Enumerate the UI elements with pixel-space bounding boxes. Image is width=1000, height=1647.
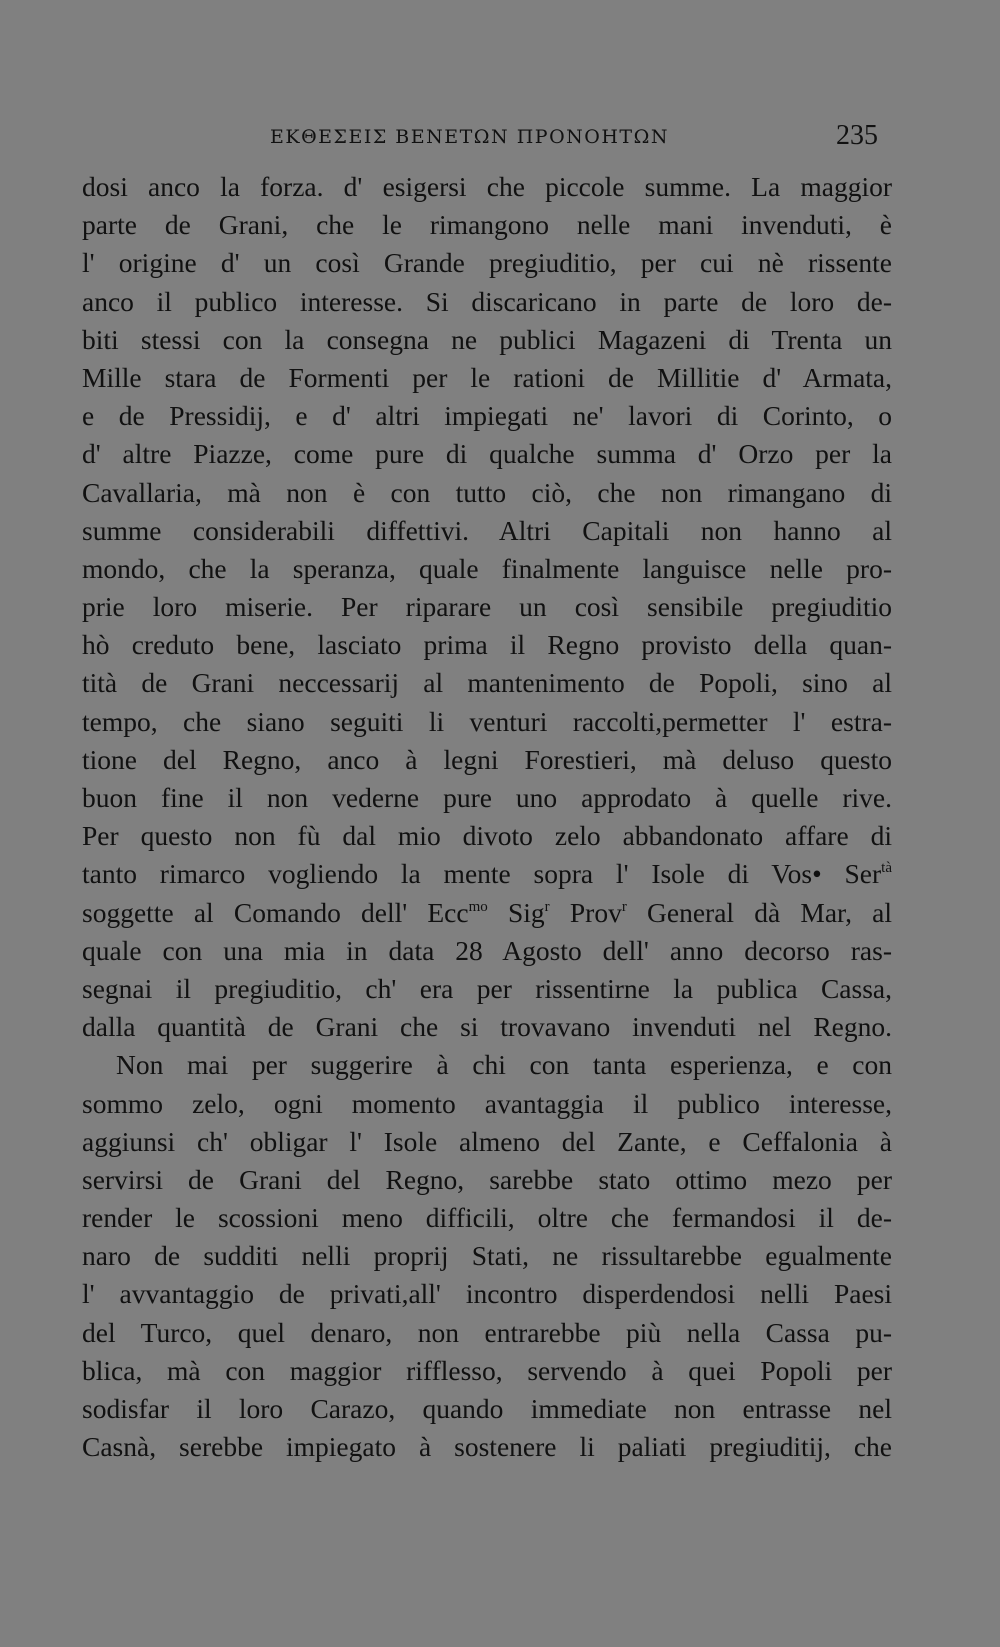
text-line: Per questo non fù dal mio divoto zelo abbandonato affare di [82, 820, 892, 852]
text-line: tione del Regno, anco à legni Forestieri, mà deluso questo [82, 743, 892, 775]
body-text [82, 168, 892, 1466]
running-head [0, 120, 1000, 160]
text-line: sommo zelo, ogni momento avantaggia il publico interesse, [82, 1087, 892, 1119]
text-line: segnai il pregiuditio, ch' era per rissentirne la publica Cassa, [82, 972, 892, 1004]
text-line: biti stessi con la consegna ne publici Magazeni di Trenta un [82, 323, 892, 355]
text-line: aggiunsi ch' obligar l' Isole almeno del Zante, e Ceffalonia à [82, 1125, 892, 1157]
text-line: dosi anco la forza. d' esigersi che piccole summe. La maggior [82, 171, 892, 202]
text-line: blica, mà con maggior rifflesso, servendo à quei Popoli per [82, 1354, 892, 1386]
text-line: mondo, che la speranza, quale finalmente languisce nelle pro- [82, 552, 892, 584]
text-line: Cavallaria, mà non è con tutto ciò, che non rimangano di [82, 476, 892, 508]
text-line: buon fine il non vederne pure uno approdato à quelle rive. [82, 782, 892, 813]
text-line: prie loro miserie. Per riparare un così sensibile pregiuditio [82, 591, 892, 623]
text-line: tanto rimarco vogliendo la mente sopra l' Isole di Vos• Ser$^{tà}$ [82, 858, 892, 890]
abbreviation: Ser [844, 858, 882, 890]
text-line: naro de sudditi nelli proprij Stati, ne rissultarebbe egualmente [82, 1240, 892, 1272]
abbreviation: Sig [507, 896, 545, 928]
line-text: tanto rimarco vogliendo la mente sopra l' Isole di Vos [82, 858, 813, 890]
text-line: dalla quantità de Grani che si trovavano invenduti nel Regno. [82, 1011, 892, 1043]
line-text: General dà Mar, al [647, 896, 893, 928]
text-line: Casnà, serebbe impiegato à sostenere li paliati pregiuditij, che [82, 1431, 892, 1463]
text-line: Non mai per suggerire à chi con tanta esperienza, e con [116, 1049, 892, 1081]
superscript: r [621, 898, 627, 915]
text-line: Mille stara de Formenti per le rationi de Millitie d' Armata, [82, 361, 892, 393]
superscript: r [544, 898, 550, 915]
superscript: tà [881, 860, 892, 877]
text-line: tempo, che siano seguiti li venturi raccolti,permetter l' estra- [82, 705, 892, 737]
text-line: sodisfar il loro Carazo, quando immediate non entrasse nel [82, 1393, 892, 1424]
text-line: l' origine d' un così Grande pregiuditio, per cui nè rissente [82, 247, 892, 279]
text-line: del Turco, quel denaro, non entrarebbe più nella Cassa pu- [82, 1316, 892, 1348]
superscript: mo [468, 898, 488, 915]
text-line: hò creduto bene, lasciato prima il Regno provisto della quan- [82, 629, 892, 661]
text-line: e de Pressidij, e d' altri impiegati ne' lavori di Corinto, o [82, 400, 892, 432]
page-number: 235 [836, 120, 878, 151]
text-line: summe considerabili diffettivi. Altri Capitali non hanno al [82, 514, 892, 546]
text-line: anco il publico interesse. Si discaricano in parte de loro de- [82, 285, 892, 317]
running-title: ΕΚΘΕΣΕΙΣ ΒΕΝΕΤΩΝ ΠΡΟΝΟΗΤΩΝ [270, 126, 669, 148]
text-line [82, 894, 892, 932]
text-line: quale con una mia in data 28 Agosto dell' anno decorso ras- [82, 934, 892, 966]
text-line: l' avvantaggio de privati,all' incontro disperdendosi nelli Paesi [82, 1278, 892, 1310]
line-text: soggette al Comando dell' Ecc [82, 896, 469, 928]
text-line: d' altre Piazze, come pure di qualche summa d' Orzo per la [82, 438, 892, 470]
text-line: servirsi de Grani del Regno, sarebbe stato ottimo mezo per [82, 1163, 892, 1195]
text-line: tità de Grani neccessarij al mantenimento de Popoli, sino al [82, 667, 892, 699]
text-line: parte de Grani, che le rimangono nelle mani invenduti, è [82, 209, 892, 241]
text-line: render le scossioni meno difficili, oltre che fermandosi il de- [82, 1202, 892, 1234]
abbreviation: Prov [569, 896, 622, 928]
